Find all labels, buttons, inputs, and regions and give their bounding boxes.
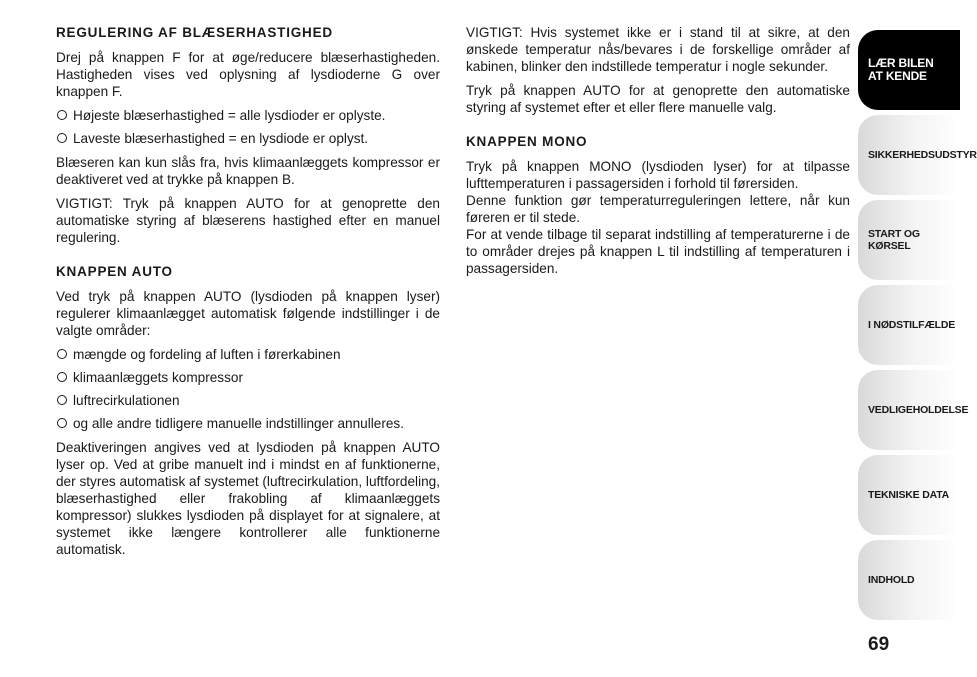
tab-vedligeholdelse[interactable] [858,370,969,450]
tab-i-nodstilfaelde[interactable] [858,285,960,365]
tab-label: SIKKERHEDSUDSTYR [868,149,977,161]
auto-deactivation-text: Deaktiveringen angives ved at lysdioden på knappen AUTO lyser op. Ved at gribe manuelt ind i mindst en af funktionerne, der styres automatisk af systemet (luftrecirkulation, luftfordeling, blæserhastighed eller frakobling af klimaanlæggets kompressor) slukkes lysdioden på displayet for at signalere, at systemet ikke længere kontrollerer alle funktionerne automatisk. [56,440,440,557]
tab-label: START OG KØRSEL [868,228,920,252]
auto-intro-text: Ved tryk på knappen AUTO (lysdioden på knappen lyser) regulerer klimaanlægget automatisk følgende indstillinger i de valgte områder: [56,289,440,338]
mono-text-1: Tryk på knappen MONO (lysdioden lyser) for at tilpasse lufttemperaturen i passagersiden i forhold til førersiden. [466,159,850,191]
right-column [466,24,850,284]
left-column [56,24,440,565]
mono-text-2: Denne funktion gør temperaturreguleringen lettere, når kun føreren er til stede. [466,193,850,225]
tab-indhold[interactable] [858,540,960,620]
tab-label: TEKNISKE DATA [868,489,950,501]
page-number: 69 [868,634,890,655]
tab-laer-bilen-at-kende[interactable] [858,30,960,110]
tab-start-og-korsel[interactable] [858,200,960,280]
chapter-sidebar [858,30,977,625]
list-item: luftrecirkulationen [56,392,440,409]
tab-label: VEDLIGEHOLDELSE [868,404,969,416]
fan-important-text: VIGTIGT: Tryk på knappen AUTO for at genoprette den automatiske styring af blæserens hastighed efter en manuel regulering. [56,196,440,245]
auto-bullet-list [56,346,440,432]
list-item: klimaanlæggets kompressor [56,369,440,386]
heading-mono-button: KNAPPEN MONO [466,134,588,149]
list-item: og alle andre tidligere manuelle indstillinger annulleres. [56,415,440,432]
tab-tekniske-data[interactable] [858,455,960,535]
list-item: Højeste blæserhastighed = alle lysdioder er oplyste. [56,107,440,124]
mono-text-3: For at vende tilbage til separat indstilling af temperaturerne i de to områder drejes på knappen L til indstilling af temperaturen i passagersiden. [466,227,850,276]
auto-restore-text: Tryk på knappen AUTO for at genoprette den automatiske styring af systemet efter et eller flere manuelle valg. [466,83,850,115]
tab-label: INDHOLD [868,574,915,586]
tab-label: LÆR BILEN AT KENDE [868,56,934,83]
heading-fan-speed: REGULERING AF BLÆSERHASTIGHED [56,25,333,40]
tab-sikkerhedsudstyr[interactable] [858,115,977,195]
tab-label: I NØDSTILFÆLDE [868,319,956,331]
temp-important-text: VIGTIGT: Hvis systemet ikke er i stand til at sikre, at den ønskede temperatur nås/bevares i de forskellige områder af kabinen, blinker den indstillede temperatur i nogle sekunder. [466,25,850,74]
heading-auto-button: KNAPPEN AUTO [56,264,173,279]
fan-intro-text: Drej på knappen F for at øge/reducere blæserhastigheden. Hastigheden vises ved oplysning af lysdioderne G over knappen F. [56,50,440,99]
fan-bullet-list [56,107,440,147]
list-item: Laveste blæserhastighed = en lysdiode er oplyst. [56,130,440,147]
list-item: mængde og fordeling af luften i førerkabinen [56,346,440,363]
fan-off-text: Blæseren kan kun slås fra, hvis klimaanlæggets kompressor er deaktiveret ved at trykke på knappen B. [56,155,440,187]
